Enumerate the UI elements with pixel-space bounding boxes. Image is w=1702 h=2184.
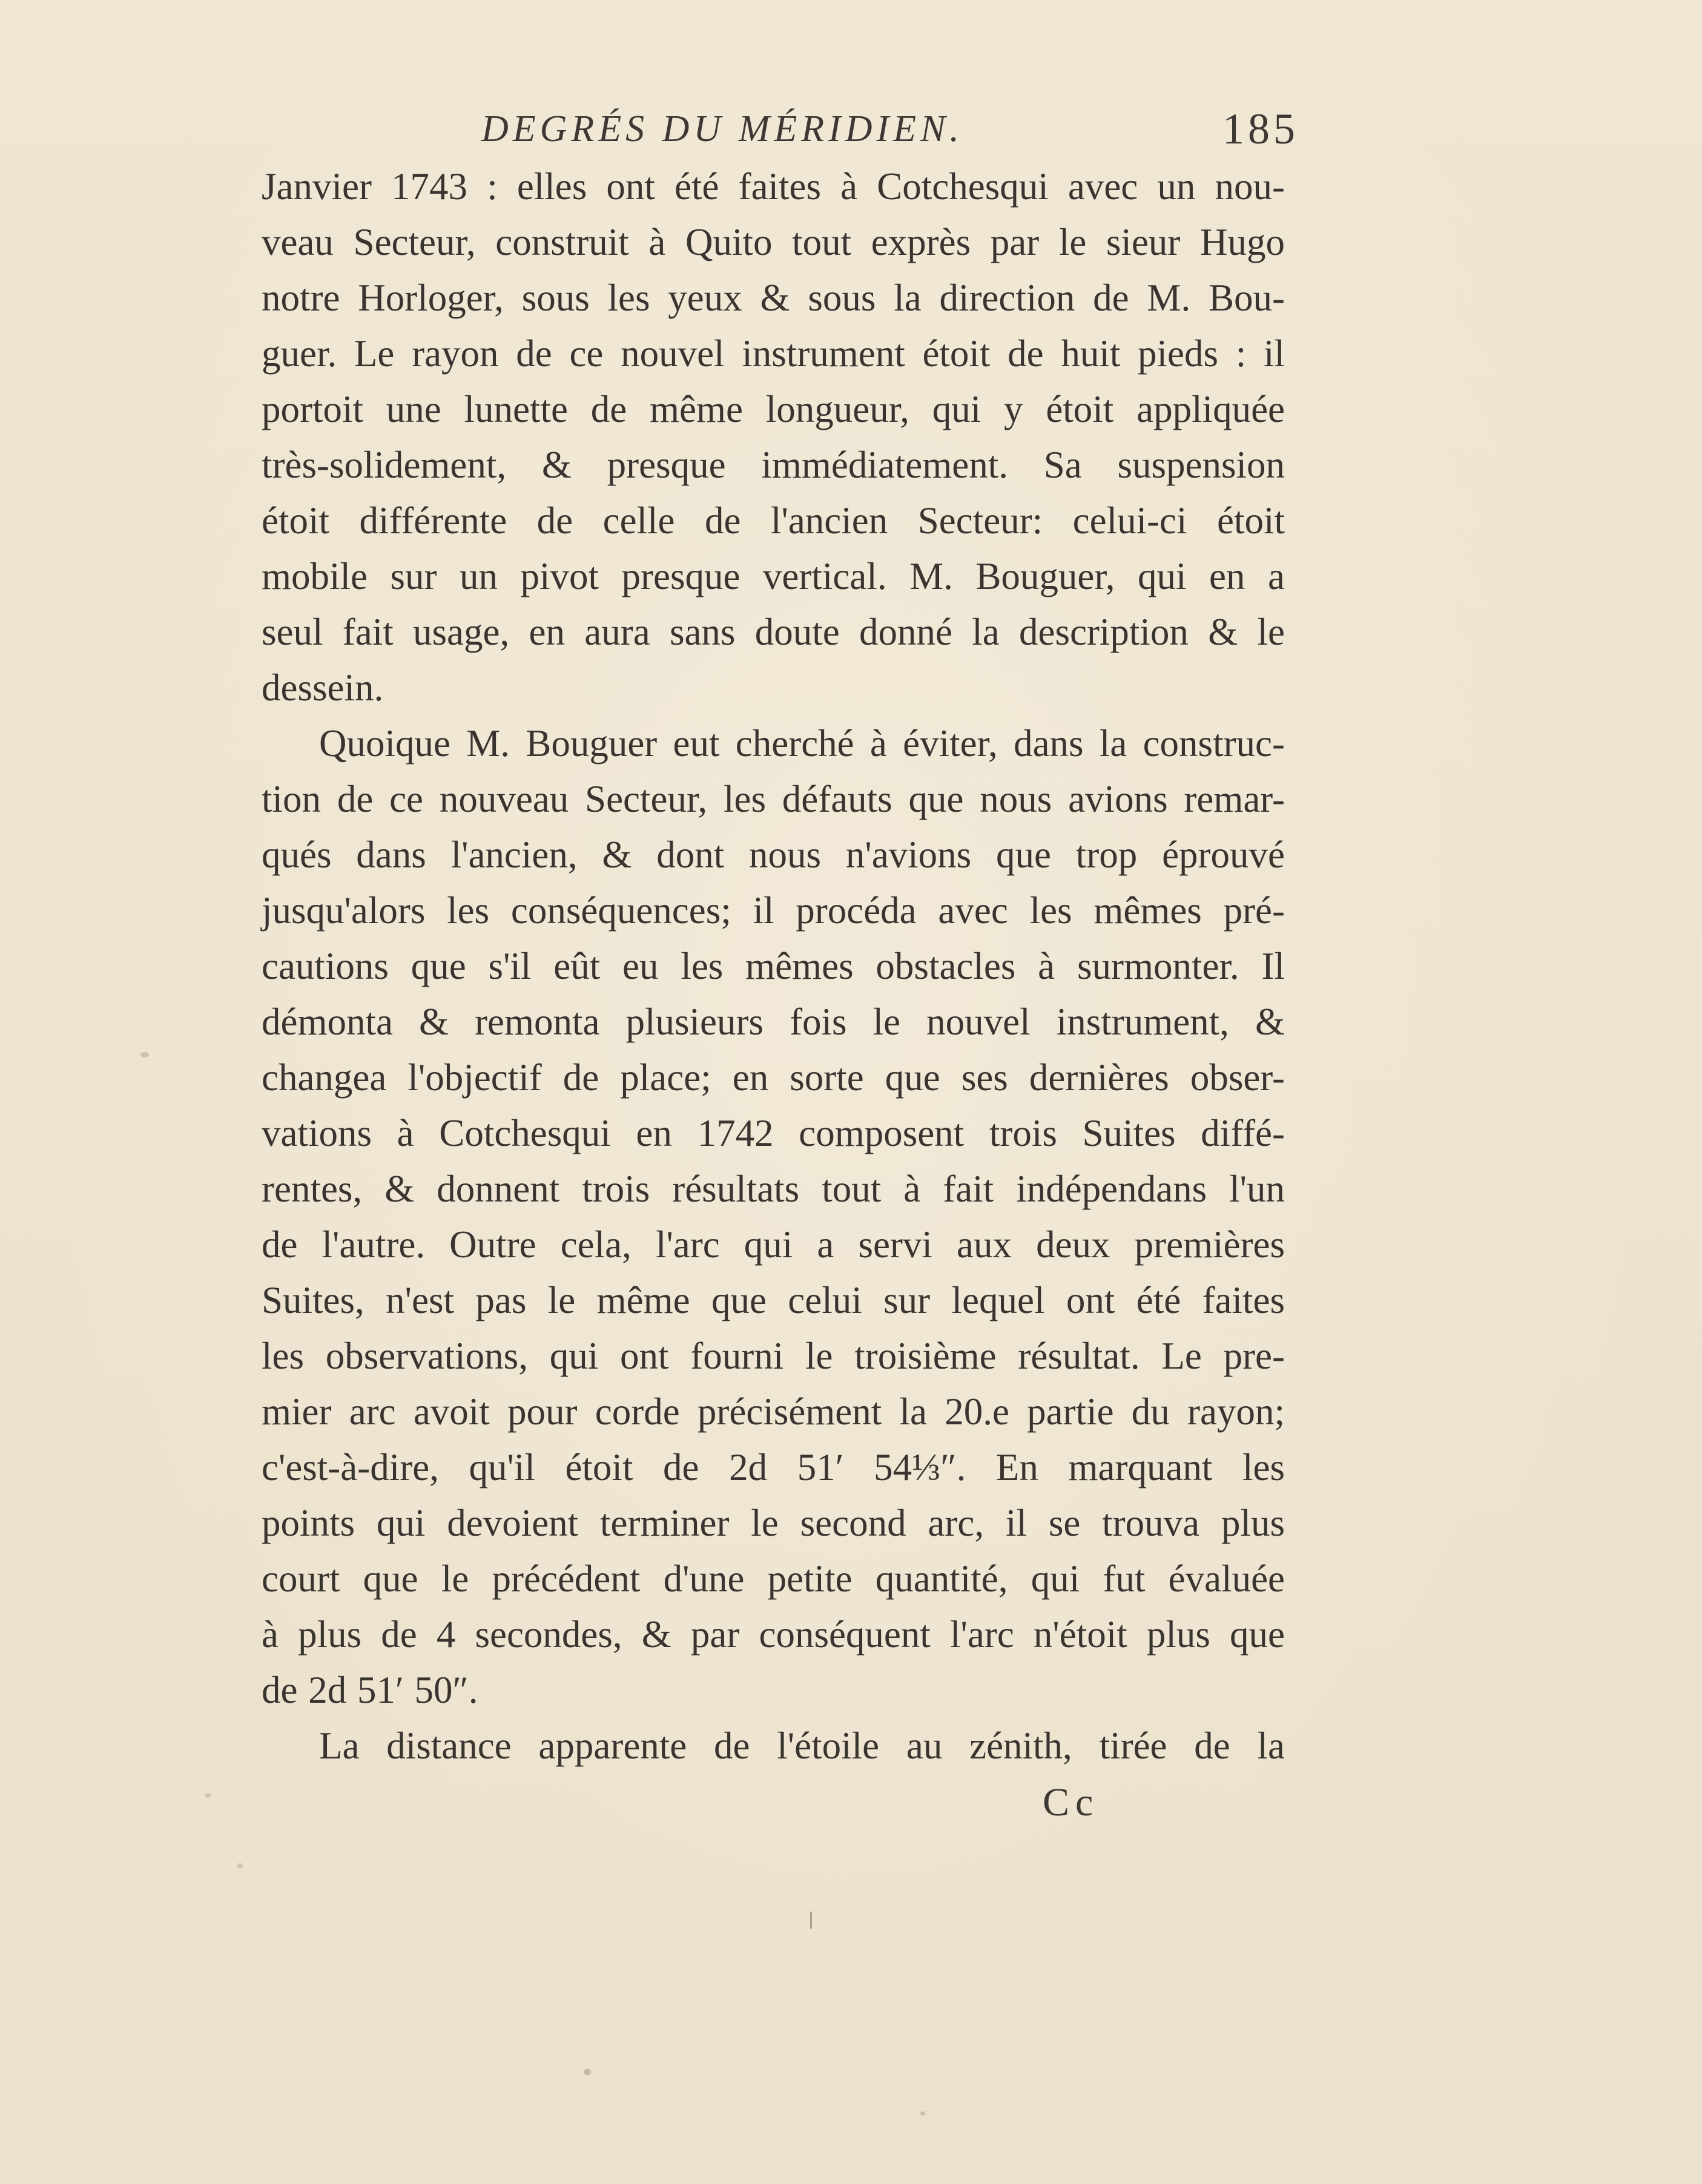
text-line: Quoique M. Bouguer eut cherché à éviter, dans la construc-: [319, 722, 1285, 765]
paper-speck: [920, 2111, 925, 2116]
text-line: étoit différente de celle de l'ancien Secteur: celui-ci étoit: [262, 499, 1285, 542]
text-line: La distance apparente de l'étoile au zénith, tirée de la: [319, 1725, 1285, 1767]
text-line: court que le précédent d'une petite quantité, qui fut évaluée: [262, 1557, 1285, 1600]
paper-mark: [810, 1912, 812, 1929]
text-line: dessein.: [262, 666, 384, 709]
text-line: à plus de 4 secondes, & par conséquent l'arc n'étoit plus que: [262, 1613, 1285, 1656]
text-line: portoit une lunette de même longueur, qui y étoit appliquée: [262, 388, 1285, 430]
text-line: veau Secteur, construit à Quito tout exprès par le sieur Hugo: [262, 221, 1285, 263]
text-line: Janvier 1743 : elles ont été faites à Cotchesqui avec un nou-: [262, 165, 1285, 208]
body-text: [262, 159, 1285, 1774]
page-number: 185: [1222, 105, 1299, 153]
text-line: Suites, n'est pas le même que celui sur lequel ont été faites: [262, 1279, 1285, 1321]
text-line: les observations, qui ont fourni le troisième résultat. Le pre-: [262, 1335, 1285, 1377]
text-line: mobile sur un pivot presque vertical. M. Bouguer, qui en a: [262, 555, 1285, 597]
text-line: points qui devoient terminer le second arc, il se trouva plus: [262, 1502, 1285, 1544]
text-line: notre Horloger, sous les yeux & sous la direction de M. Bou-: [262, 277, 1285, 319]
signature-mark: Cc: [1043, 1780, 1100, 1824]
text-line: très-solidement, & presque immédiatement. Sa suspension: [262, 444, 1285, 486]
text-line: de l'autre. Outre cela, l'arc qui a servi aux deux premières: [262, 1223, 1285, 1266]
running-title: DEGRÉS DU MÉRIDIEN.: [481, 108, 963, 150]
text-line: changea l'objectif de place; en sorte que ses dernières obser-: [262, 1056, 1285, 1099]
text-line: c'est-à-dire, qu'il étoit de 2d 51′ 54⅓″. En marquant les: [262, 1446, 1285, 1488]
text-line: mier arc avoit pour corde précisément la 20.e partie du rayon;: [262, 1390, 1285, 1433]
text-line: tion de ce nouveau Secteur, les défauts que nous avions remar-: [262, 778, 1285, 820]
text-line: jusqu'alors les conséquences; il procéda avec les mêmes pré-: [262, 889, 1285, 932]
paper-speck: [237, 1863, 243, 1869]
paper-speck: [584, 2069, 591, 2075]
text-line: cautions que s'il eût eu les mêmes obstacles à surmonter. Il: [262, 945, 1285, 987]
text-line: vations à Cotchesqui en 1742 composent trois Suites diffé-: [262, 1112, 1285, 1154]
text-line: qués dans l'ancien, & dont nous n'avions que trop éprouvé: [262, 834, 1285, 876]
text-line: démonta & remonta plusieurs fois le nouvel instrument, &: [262, 1001, 1285, 1043]
page-header: [481, 102, 1299, 156]
text-line: rentes, & donnent trois résultats tout à fait indépendans l'un: [262, 1168, 1285, 1210]
text-line: seul fait usage, en aura sans doute donné la description & le: [262, 611, 1285, 653]
text-line: de 2d 51′ 50″.: [262, 1669, 478, 1711]
paper-speck: [205, 1793, 211, 1798]
paper-speck: [140, 1052, 149, 1057]
text-line: guer. Le rayon de ce nouvel instrument étoit de huit pieds : il: [262, 332, 1285, 375]
